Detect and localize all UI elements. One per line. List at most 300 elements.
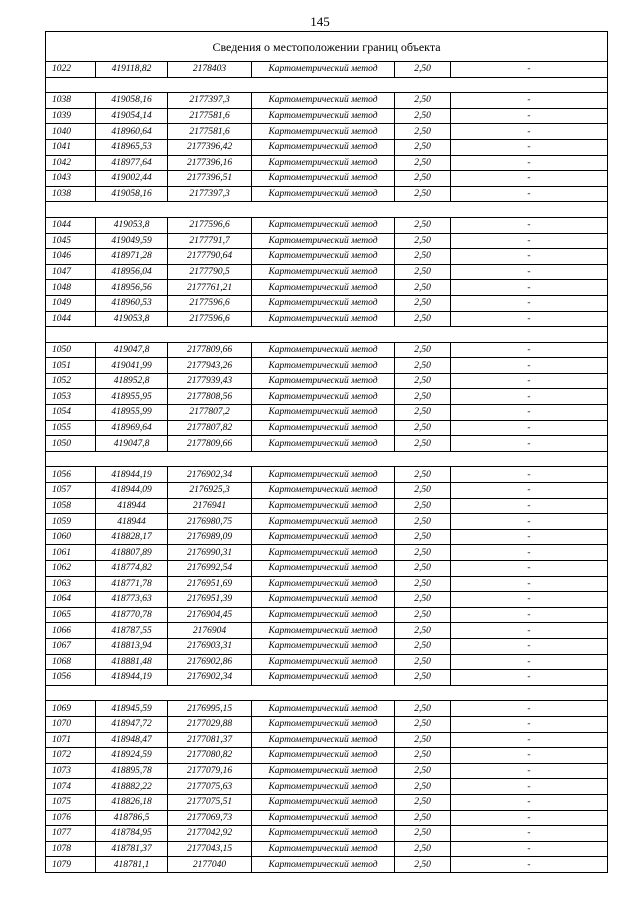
coord-x: 418945,59 [96,701,168,717]
method: Картометрический метод [252,124,395,140]
method: Картометрический метод [252,342,395,358]
point-number: 1050 [46,436,96,452]
method: Картометрический метод [252,779,395,795]
accuracy: 2,50 [395,826,451,842]
coord-y: 2176941 [168,498,252,514]
table-row [46,794,608,810]
accuracy: 2,50 [395,529,451,545]
description: - [451,654,608,670]
accuracy: 2,50 [395,124,451,140]
point-number: 1055 [46,420,96,436]
coord-x: 419058,16 [96,93,168,109]
description: - [451,701,608,717]
method: Картометрический метод [252,311,395,327]
point-number: 1072 [46,748,96,764]
description: - [451,186,608,202]
description: - [451,467,608,483]
description: - [451,311,608,327]
coord-y: 2176995,15 [168,701,252,717]
coord-x: 418770,78 [96,607,168,623]
accuracy: 2,50 [395,155,451,171]
point-number: 1045 [46,233,96,249]
accuracy: 2,50 [395,748,451,764]
table-row [46,748,608,764]
coord-x: 419047,8 [96,342,168,358]
accuracy: 2,50 [395,217,451,233]
accuracy: 2,50 [395,841,451,857]
point-number: 1040 [46,124,96,140]
point-number: 1073 [46,763,96,779]
table-row [46,295,608,311]
method: Картометрический метод [252,576,395,592]
table-row [46,654,608,670]
method: Картометрический метод [252,529,395,545]
point-number: 1075 [46,794,96,810]
point-number: 1053 [46,389,96,405]
coord-y: 2177791,7 [168,233,252,249]
description: - [451,545,608,561]
description: - [451,217,608,233]
coord-y: 2177943,26 [168,358,252,374]
method: Картометрический метод [252,233,395,249]
method: Картометрический метод [252,748,395,764]
coord-y: 2177079,16 [168,763,252,779]
coord-x: 418807,89 [96,545,168,561]
boundary-coordinates-table [45,31,608,873]
point-number: 1041 [46,139,96,155]
table-row [46,139,608,155]
method: Картометрический метод [252,857,395,873]
coord-x: 418960,64 [96,124,168,140]
coord-y: 2177809,66 [168,342,252,358]
accuracy: 2,50 [395,576,451,592]
description: - [451,529,608,545]
accuracy: 2,50 [395,358,451,374]
table-title: Сведения о местоположении границ объекта [46,32,608,62]
point-number: 1060 [46,529,96,545]
table-row [46,763,608,779]
coord-y: 2177761,21 [168,280,252,296]
table-row [46,670,608,686]
coord-x: 419041,99 [96,358,168,374]
table-row [46,233,608,249]
point-number: 1051 [46,358,96,374]
coord-x: 419054,14 [96,108,168,124]
coord-x: 419053,8 [96,217,168,233]
point-number: 1074 [46,779,96,795]
accuracy: 2,50 [395,638,451,654]
table-row [46,186,608,202]
point-number: 1046 [46,249,96,265]
table-row [46,857,608,873]
coord-x: 419053,8 [96,311,168,327]
table-row [46,592,608,608]
method: Картометрический метод [252,467,395,483]
coord-x: 418826,18 [96,794,168,810]
point-number: 1065 [46,607,96,623]
accuracy: 2,50 [395,108,451,124]
method: Картометрический метод [252,62,395,78]
accuracy: 2,50 [395,514,451,530]
coord-x: 418956,04 [96,264,168,280]
description: - [451,295,608,311]
method: Картометрический метод [252,498,395,514]
coord-x: 418784,95 [96,826,168,842]
table-row [46,732,608,748]
accuracy: 2,50 [395,420,451,436]
description: - [451,124,608,140]
group-separator-row [46,202,608,218]
method: Картометрический метод [252,483,395,499]
description: - [451,93,608,109]
accuracy: 2,50 [395,732,451,748]
group-separator-row [46,77,608,93]
coord-x: 418774,82 [96,561,168,577]
group-separator [46,451,608,467]
point-number: 1070 [46,716,96,732]
coord-y: 2177043,15 [168,841,252,857]
method: Картометрический метод [252,545,395,561]
accuracy: 2,50 [395,62,451,78]
coord-y: 2176980,75 [168,514,252,530]
point-number: 1050 [46,342,96,358]
table-row [46,514,608,530]
method: Картометрический метод [252,701,395,717]
coord-y: 2177396,42 [168,139,252,155]
table-row [46,311,608,327]
point-number: 1043 [46,171,96,187]
point-number: 1077 [46,826,96,842]
accuracy: 2,50 [395,186,451,202]
point-number: 1038 [46,186,96,202]
method: Картометрический метод [252,373,395,389]
coord-y: 2177596,6 [168,295,252,311]
description: - [451,249,608,265]
coord-y: 2177397,3 [168,186,252,202]
table-row [46,171,608,187]
coord-x: 418956,56 [96,280,168,296]
point-number: 1049 [46,295,96,311]
description: - [451,171,608,187]
coord-y: 2177080,82 [168,748,252,764]
group-separator-row [46,685,608,701]
coord-x: 418965,53 [96,139,168,155]
accuracy: 2,50 [395,561,451,577]
table-row [46,483,608,499]
point-number: 1067 [46,638,96,654]
description: - [451,779,608,795]
coord-x: 418781,1 [96,857,168,873]
method: Картометрический метод [252,420,395,436]
point-number: 1044 [46,217,96,233]
table-row [46,638,608,654]
method: Картометрический метод [252,436,395,452]
accuracy: 2,50 [395,233,451,249]
coord-x: 418895,78 [96,763,168,779]
coord-y: 2177939,43 [168,373,252,389]
method: Картометрический метод [252,732,395,748]
coord-x: 418944 [96,514,168,530]
description: - [451,607,608,623]
coord-y: 2177069,73 [168,810,252,826]
table-row [46,389,608,405]
coord-y: 2177581,6 [168,108,252,124]
method: Картометрический метод [252,389,395,405]
description: - [451,670,608,686]
coord-x: 418952,8 [96,373,168,389]
description: - [451,732,608,748]
coord-x: 418955,95 [96,389,168,405]
group-separator [46,77,608,93]
table-row [46,124,608,140]
point-number: 1069 [46,701,96,717]
coord-y: 2177596,6 [168,311,252,327]
coord-x: 418948,47 [96,732,168,748]
description: - [451,389,608,405]
description: - [451,810,608,826]
accuracy: 2,50 [395,592,451,608]
point-number: 1062 [46,561,96,577]
method: Картометрический метод [252,108,395,124]
description: - [451,483,608,499]
method: Картометрический метод [252,763,395,779]
method: Картометрический метод [252,295,395,311]
method: Картометрический метод [252,405,395,421]
coord-x: 418960,53 [96,295,168,311]
table-row [46,779,608,795]
coord-x: 418828,17 [96,529,168,545]
table-row [46,358,608,374]
coord-x: 418771,78 [96,576,168,592]
table-row [46,467,608,483]
coord-x: 419047,8 [96,436,168,452]
group-separator [46,202,608,218]
group-separator [46,327,608,343]
coord-x: 418944,19 [96,670,168,686]
accuracy: 2,50 [395,701,451,717]
description: - [451,280,608,296]
method: Картометрический метод [252,514,395,530]
coord-x: 418787,55 [96,623,168,639]
table-row [46,373,608,389]
method: Картометрический метод [252,249,395,265]
accuracy: 2,50 [395,373,451,389]
coord-y: 2176990,31 [168,545,252,561]
point-number: 1056 [46,467,96,483]
description: - [451,420,608,436]
accuracy: 2,50 [395,389,451,405]
description: - [451,826,608,842]
method: Картометрический метод [252,264,395,280]
description: - [451,857,608,873]
coord-y: 2177075,51 [168,794,252,810]
coord-y: 2177808,56 [168,389,252,405]
method: Картометрический метод [252,826,395,842]
accuracy: 2,50 [395,171,451,187]
accuracy: 2,50 [395,264,451,280]
coord-y: 2177029,88 [168,716,252,732]
point-number: 1056 [46,670,96,686]
coord-x: 418773,63 [96,592,168,608]
description: - [451,576,608,592]
method: Картометрический метод [252,358,395,374]
description: - [451,405,608,421]
description: - [451,498,608,514]
method: Картометрический метод [252,607,395,623]
coord-x: 418813,94 [96,638,168,654]
method: Картометрический метод [252,794,395,810]
accuracy: 2,50 [395,794,451,810]
coord-y: 2177807,2 [168,405,252,421]
point-number: 1063 [46,576,96,592]
point-number: 1071 [46,732,96,748]
method: Картометрический метод [252,93,395,109]
description: - [451,748,608,764]
table-row [46,498,608,514]
coord-y: 2177596,6 [168,217,252,233]
coord-x: 418924,59 [96,748,168,764]
point-number: 1064 [46,592,96,608]
table-row [46,841,608,857]
coord-x: 418944,09 [96,483,168,499]
description: - [451,264,608,280]
coord-y: 2177809,66 [168,436,252,452]
point-number: 1044 [46,311,96,327]
coord-y: 2177040 [168,857,252,873]
coord-y: 2176904,45 [168,607,252,623]
accuracy: 2,50 [395,670,451,686]
table-row [46,576,608,592]
point-number: 1079 [46,857,96,873]
coord-y: 2176951,69 [168,576,252,592]
point-number: 1059 [46,514,96,530]
coord-x: 419002,44 [96,171,168,187]
description: - [451,108,608,124]
description: - [451,841,608,857]
accuracy: 2,50 [395,249,451,265]
coord-y: 2177790,64 [168,249,252,265]
point-number: 1054 [46,405,96,421]
accuracy: 2,50 [395,716,451,732]
table-row [46,436,608,452]
page-number: 145 [310,14,330,29]
point-number: 1022 [46,62,96,78]
point-number: 1061 [46,545,96,561]
coord-x: 418977,64 [96,155,168,171]
coord-y: 2176902,86 [168,654,252,670]
coord-y: 2176902,34 [168,467,252,483]
method: Картометрический метод [252,280,395,296]
table-row [46,607,608,623]
coord-x: 419058,16 [96,186,168,202]
coord-y: 2177790,5 [168,264,252,280]
method: Картометрический метод [252,623,395,639]
coord-y: 2178403 [168,62,252,78]
method: Картометрический метод [252,171,395,187]
coord-y: 2177396,16 [168,155,252,171]
coord-x: 418881,48 [96,654,168,670]
coord-y: 2177396,51 [168,171,252,187]
description: - [451,763,608,779]
description: - [451,623,608,639]
description: - [451,342,608,358]
coord-y: 2176903,31 [168,638,252,654]
group-separator-row [46,451,608,467]
coord-x: 418969,64 [96,420,168,436]
description: - [451,62,608,78]
point-number: 1047 [46,264,96,280]
method: Картометрический метод [252,139,395,155]
accuracy: 2,50 [395,295,451,311]
point-number: 1042 [46,155,96,171]
method: Картометрический метод [252,841,395,857]
point-number: 1052 [46,373,96,389]
accuracy: 2,50 [395,93,451,109]
coord-y: 2176902,34 [168,670,252,686]
table-row [46,155,608,171]
description: - [451,561,608,577]
accuracy: 2,50 [395,779,451,795]
accuracy: 2,50 [395,139,451,155]
point-number: 1058 [46,498,96,514]
coord-y: 2177807,82 [168,420,252,436]
coord-y: 2177397,3 [168,93,252,109]
table-row [46,561,608,577]
accuracy: 2,50 [395,405,451,421]
table-row [46,62,608,78]
method: Картометрический метод [252,186,395,202]
accuracy: 2,50 [395,342,451,358]
accuracy: 2,50 [395,607,451,623]
table-row [46,217,608,233]
table-row [46,420,608,436]
accuracy: 2,50 [395,311,451,327]
coord-x: 418947,72 [96,716,168,732]
coord-x: 418944,19 [96,467,168,483]
group-separator [46,685,608,701]
method: Картометрический метод [252,638,395,654]
table-row [46,826,608,842]
accuracy: 2,50 [395,483,451,499]
coord-x: 418882,22 [96,779,168,795]
point-number: 1038 [46,93,96,109]
coord-y: 2176925,3 [168,483,252,499]
coord-x: 419049,59 [96,233,168,249]
accuracy: 2,50 [395,545,451,561]
table-title-row [46,32,608,62]
coord-y: 2177081,37 [168,732,252,748]
description: - [451,373,608,389]
table-row [46,716,608,732]
point-number: 1057 [46,483,96,499]
method: Картометрический метод [252,716,395,732]
point-number: 1048 [46,280,96,296]
method: Картометрический метод [252,654,395,670]
description: - [451,436,608,452]
coord-y: 2176992,54 [168,561,252,577]
table-row [46,529,608,545]
table-row [46,249,608,265]
point-number: 1078 [46,841,96,857]
accuracy: 2,50 [395,623,451,639]
method: Картометрический метод [252,155,395,171]
coord-x: 418955,99 [96,405,168,421]
table-row [46,264,608,280]
method: Картометрический метод [252,592,395,608]
table-row [46,108,608,124]
method: Картометрический метод [252,217,395,233]
method: Картометрический метод [252,810,395,826]
